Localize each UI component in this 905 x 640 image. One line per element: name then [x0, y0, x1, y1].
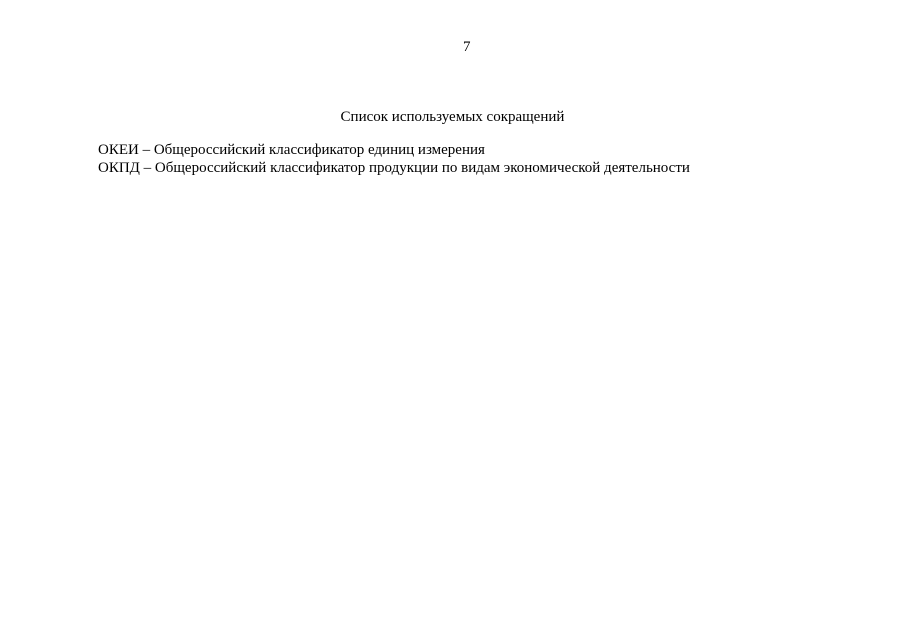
abbreviation-separator: –	[142, 142, 151, 158]
abbreviation-definition: Общероссийский классификатор единиц измерения	[153, 142, 485, 158]
abbreviation-separator: –	[143, 160, 152, 176]
list-item	[98, 159, 690, 177]
abbreviation-definition: Общероссийский классификатор продукции по видам экономической деятельности	[154, 160, 690, 176]
list-item	[98, 141, 690, 159]
page-number: 7	[463, 39, 471, 55]
abbreviation-list	[98, 141, 690, 177]
abbreviation-code: ОКЕИ	[98, 142, 139, 158]
abbreviation-code: ОКПД	[98, 160, 140, 176]
section-title: Список используемых сокращений	[340, 109, 565, 125]
